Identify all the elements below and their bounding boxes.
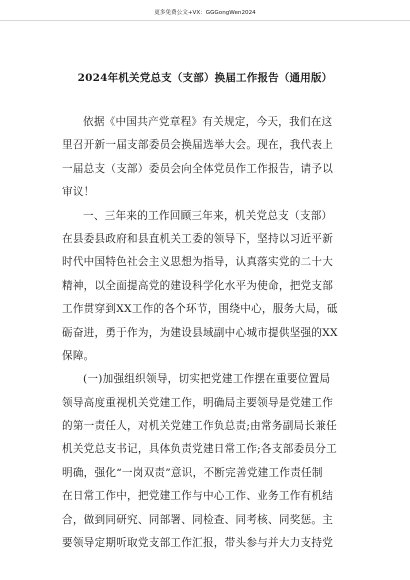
body-line: 明确，强化“一岗双责”意识，不断完善党建工作责任制 [62,466,323,479]
body-line: (一)加强组织领导，切实把党建工作摆在重要位置局 [83,373,331,386]
body-line: 精神，以全面提高党的建设科学化水平为使命，把党支部 [62,279,334,292]
body-line: 合，做到同研究、同部署、同检查、同考核、同奖惩。主 [62,513,334,526]
document-title: 2024年机关党总支（支部）换届工作报告（通用版） [77,72,333,84]
header-promo-note: 更多免费公文+VX：GGGongWen2024 [0,8,410,21]
body-line: 时代中国特色社会主义思想为指导，认真落实党的二十大 [62,256,334,269]
body-line: 保障。 [62,349,95,362]
body-line: 要领导定期听取党支部工作汇报，带头参与并大力支持党 [62,537,334,550]
body-line: 机关党总支书记，具体负责党建日常工作;各支部委员分工 [62,443,337,456]
body-line: 里召开新一届支部委员会换届选举大会。现在，我代表上 [62,139,334,152]
body-line: 的第一责任人，对机关党建工作负总责;由常务副局长兼任 [62,420,337,433]
body-line: 在县委县政府和县直机关工委的领导下，坚持以习近平新 [62,232,334,245]
body-line: 工作贯穿到XX工作的各个环节，围绕中心，服务大局，砥 [62,303,338,316]
document-body [62,111,354,555]
body-line: 依据《中国共产党章程》有关规定，今天，我们在这 [83,116,333,128]
body-line: 在日常工作中，把党建工作与中心工作、业务工作有机结 [62,490,334,503]
body-line: 一、三年来的工作回顾三年来，机关党总支（支部） [83,209,333,222]
body-line: 审议！ [62,186,95,199]
body-line: 领导高度重视机关党建工作，明确局主要领导是党建工作 [62,396,334,409]
body-line: 砺奋进，勇于作为，为建设县域副中心城市提供坚强的XX [62,326,338,339]
body-line: 一届总支（支部）委员会向全体党员作工作报告，请予以 [62,162,334,175]
